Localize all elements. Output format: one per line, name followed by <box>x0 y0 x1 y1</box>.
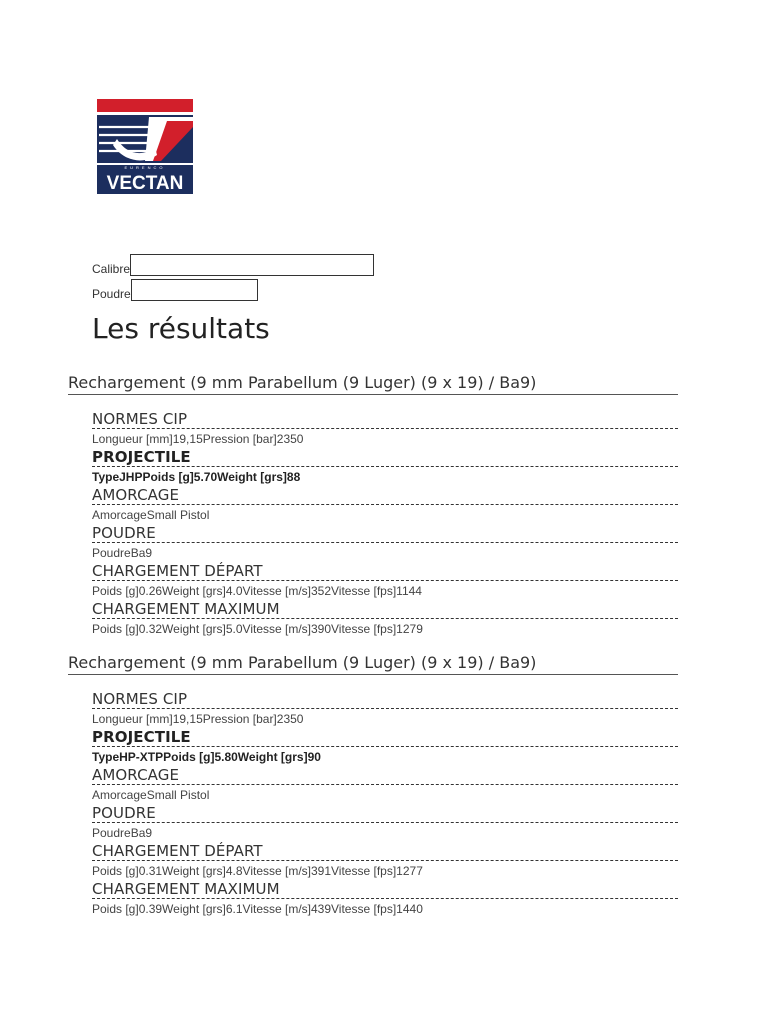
amorcage-heading: AMORCAGE <box>92 767 678 785</box>
chargement-depart-values: Poids [g]0.26Weight [grs]4.0Vitesse [m/s]352Vitesse [fps]1144 <box>92 584 422 598</box>
page-title: Les résultats <box>92 312 270 345</box>
amorcage-values: AmorcageSmall Pistol <box>92 788 210 802</box>
calibre-field[interactable] <box>130 254 374 276</box>
poudre-heading: POUDRE <box>92 805 678 823</box>
poudre-label: Poudre <box>92 287 131 301</box>
svg-text:VECTAN: VECTAN <box>106 173 184 194</box>
result-block <box>68 373 678 639</box>
result-title: Rechargement (9 mm Parabellum (9 Luger) (9 x 19) / Ba9) <box>68 653 678 675</box>
amorcage-values: AmorcageSmall Pistol <box>92 508 210 522</box>
poudre-row <box>92 279 258 301</box>
chargement-depart-values: Poids [g]0.31Weight [grs]4.8Vitesse [m/s]391Vitesse [fps]1277 <box>92 864 423 878</box>
result-block <box>68 653 678 919</box>
normes-cip-values: Longueur [mm]19,15Pression [bar]2350 <box>92 432 304 446</box>
normes-cip-heading: NORMES CIP <box>92 691 678 709</box>
chargement-maximum-heading: CHARGEMENT MAXIMUM <box>92 601 678 619</box>
chargement-depart-heading: CHARGEMENT DÉPART <box>92 843 678 861</box>
projectile-values: TypeHP-XTPPoids [g]5.80Weight [grs]90 <box>92 750 321 764</box>
vectan-logo <box>97 99 193 194</box>
chargement-maximum-values: Poids [g]0.39Weight [grs]6.1Vitesse [m/s]439Vitesse [fps]1440 <box>92 902 423 916</box>
normes-cip-heading: NORMES CIP <box>92 411 678 429</box>
chargement-maximum-values: Poids [g]0.32Weight [grs]5.0Vitesse [m/s]390Vitesse [fps]1279 <box>92 622 423 636</box>
poudre-heading: POUDRE <box>92 525 678 543</box>
projectile-heading: PROJECTILE <box>92 729 678 747</box>
result-title: Rechargement (9 mm Parabellum (9 Luger) (9 x 19) / Ba9) <box>68 373 678 395</box>
projectile-values: TypeJHPPoids [g]5.70Weight [grs]88 <box>92 470 301 484</box>
amorcage-heading: AMORCAGE <box>92 487 678 505</box>
poudre-values: PoudreBa9 <box>92 546 153 560</box>
svg-text:EURENCO: EURENCO <box>124 165 166 170</box>
chargement-depart-heading: CHARGEMENT DÉPART <box>92 563 678 581</box>
projectile-heading: PROJECTILE <box>92 449 678 467</box>
normes-cip-values: Longueur [mm]19,15Pression [bar]2350 <box>92 712 304 726</box>
calibre-label: Calibre <box>92 262 131 276</box>
poudre-field[interactable] <box>131 279 258 301</box>
poudre-values: PoudreBa9 <box>92 826 153 840</box>
calibre-row <box>92 254 374 276</box>
chargement-maximum-heading: CHARGEMENT MAXIMUM <box>92 881 678 899</box>
